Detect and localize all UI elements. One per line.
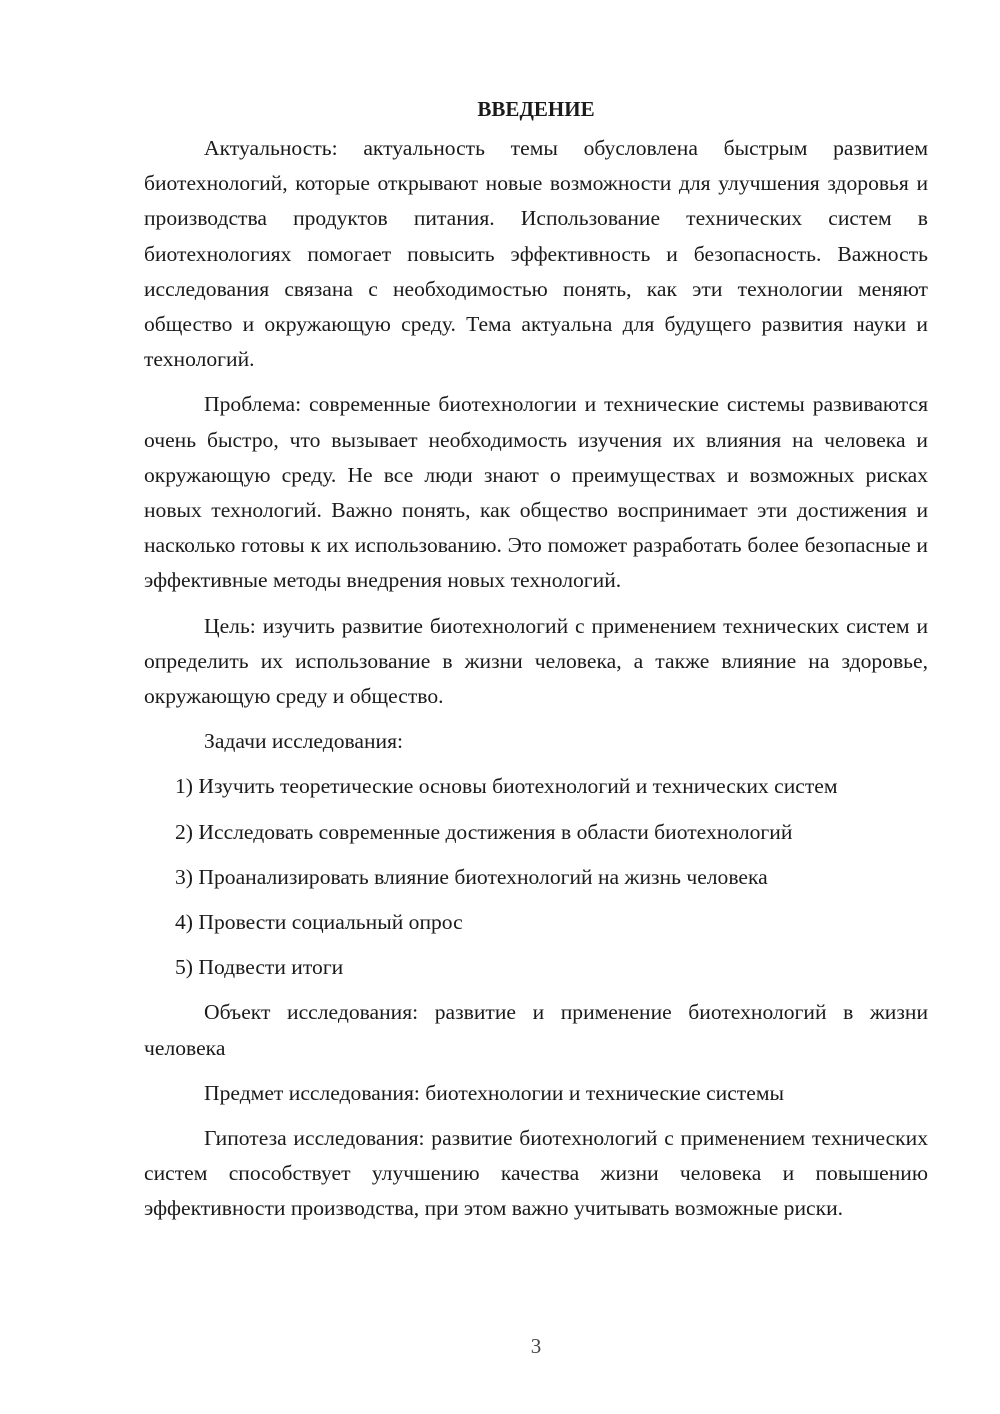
relevance-paragraph: Актуальность: актуальность темы обусловлена быстрым развитием биотехнологий, которые открывают новые возможности для улучшения здоровья и производства продуктов питания. Использование технических систем в биотехнологиях помогает повысить эффективность и безопасность. Важность исследования связана с необходимостью понять, как эти технологии меняют общество и окружающую среду. Тема актуальна для будущего развития науки и технологий. <box>144 136 928 372</box>
document-page <box>144 92 928 1227</box>
list-item: 1) Изучить теоретические основы биотехнологий и технических систем <box>175 774 838 799</box>
goal-paragraph: Цель: изучить развитие биотехнологий с применением технических систем и определить их использование в жизни человека, а также влияние на здоровье, окружающую среду и общество. <box>144 613 928 709</box>
page-number: 3 <box>530 1334 542 1358</box>
list-item: 5) Подвести итоги <box>175 955 344 980</box>
page-title: ВВЕДЕНИЕ <box>477 97 595 121</box>
object-paragraph: Объект исследования: развитие и применение биотехнологий в жизни человека <box>144 1000 928 1060</box>
problem-paragraph: Проблема: современные биотехнологии и технические системы развиваются очень быстро, что вызывает необходимость изучения их влияния на человека и окружающую среду. Не все люди знают о преимуществах и возможных рисках новых технологий. Важно понять, как общество воспринимает эти достижения и насколько готовы к их использованию. Это поможет разработать более безопасные и эффективные методы внедрения новых технологий. <box>144 392 928 593</box>
list-item: 2) Исследовать современные достижения в области биотехнологий <box>175 819 793 844</box>
tasks-title: Задачи исследования: <box>204 729 404 754</box>
list-item: 4) Провести социальный опрос <box>175 910 463 935</box>
subject-paragraph: Предмет исследования: биотехнологии и технические системы <box>204 1080 784 1105</box>
hypothesis-paragraph: Гипотеза исследования: развитие биотехнологий с применением технических систем способствует улучшению качества жизни человека и повышению эффективности производства, при этом важно учитывать возможные риски. <box>144 1126 928 1221</box>
list-item: 3) Проанализировать влияние биотехнологий на жизнь человека <box>175 864 768 889</box>
tasks-list <box>144 769 928 985</box>
